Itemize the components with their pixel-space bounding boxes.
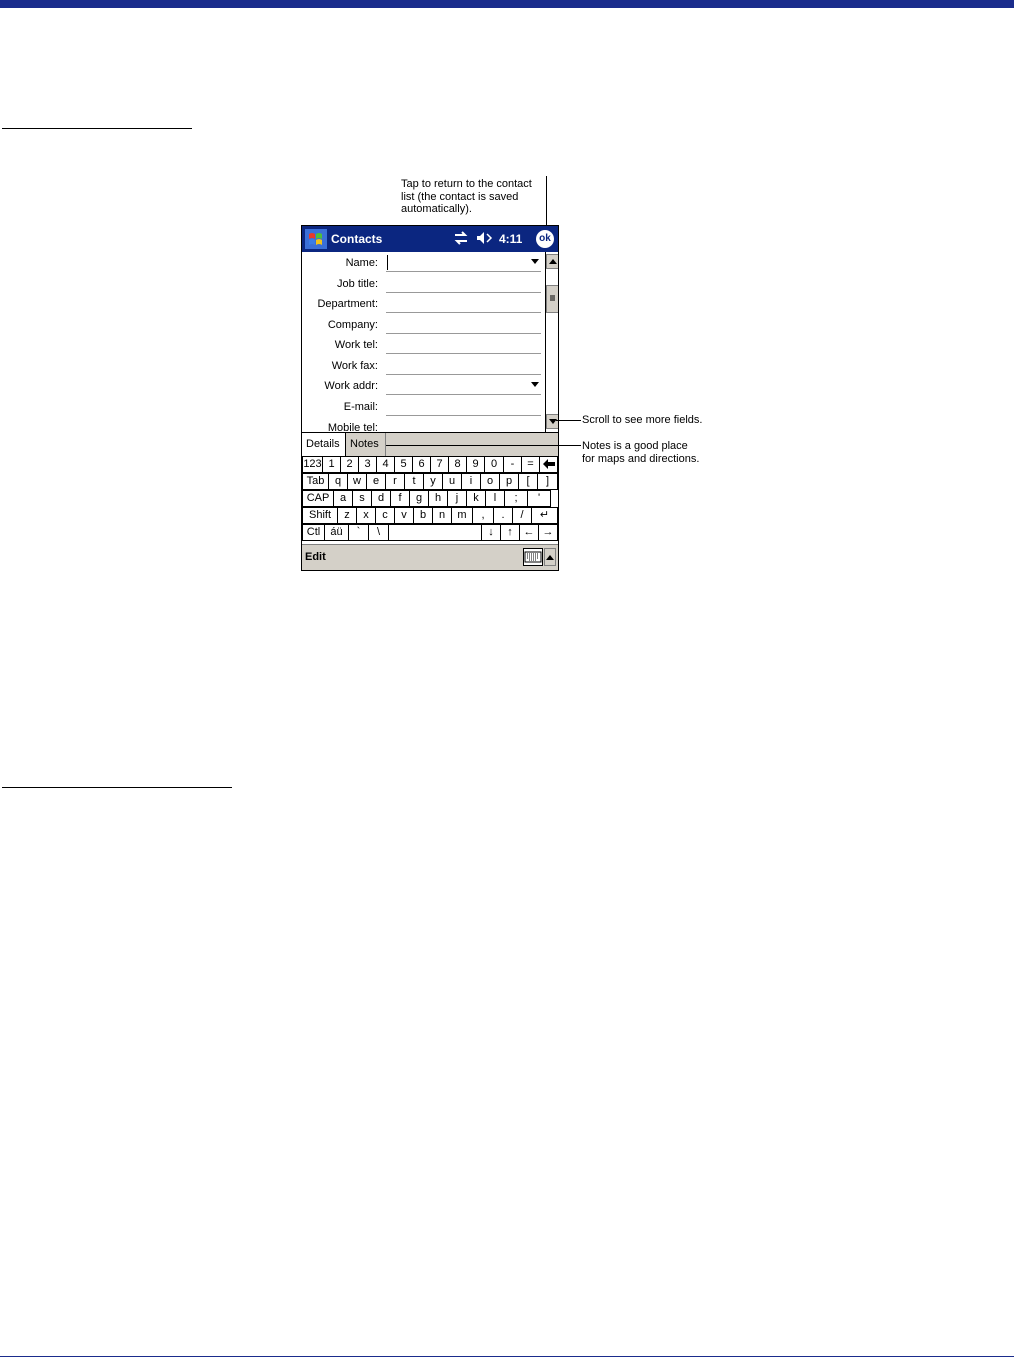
scroll-callout-text: Scroll to see more fields. <box>582 414 703 426</box>
key-c[interactable]: c <box>375 507 395 524</box>
app-title: Contacts <box>331 232 383 246</box>
key-backtick[interactable]: ` <box>348 524 369 541</box>
field-label: Name: <box>345 257 378 269</box>
grip-icon <box>547 286 558 312</box>
key-equals[interactable]: = <box>521 456 540 473</box>
key-backslash[interactable]: \ <box>368 524 389 541</box>
tab-notes[interactable]: Notes <box>346 433 386 456</box>
key-arrow-down[interactable]: ↓ <box>481 524 501 541</box>
key-3[interactable]: 3 <box>358 456 377 473</box>
key-z[interactable]: z <box>337 507 357 524</box>
job-title-input[interactable] <box>386 275 541 293</box>
field-label: Work tel: <box>334 339 378 351</box>
scroll-up-button[interactable] <box>546 254 559 269</box>
notes-callout-line <box>386 445 581 446</box>
key-5[interactable]: 5 <box>394 456 413 473</box>
field-work-tel <box>302 336 545 356</box>
key-s[interactable]: s <box>352 490 372 507</box>
key-arrow-up[interactable]: ↑ <box>500 524 520 541</box>
key-2[interactable]: 2 <box>340 456 359 473</box>
work-addr-input[interactable] <box>386 377 541 395</box>
field-company <box>302 316 545 336</box>
scroll-thumb[interactable] <box>546 285 559 313</box>
header-band <box>0 0 1014 8</box>
ok-button[interactable]: ok <box>536 230 554 248</box>
department-input[interactable] <box>386 295 541 313</box>
key-k[interactable]: k <box>466 490 486 507</box>
ok-callout-line <box>546 176 547 228</box>
key-accents[interactable]: áü <box>324 524 349 541</box>
key-0[interactable]: 0 <box>484 456 504 473</box>
navigation-bar <box>302 226 558 252</box>
key-t[interactable]: t <box>404 473 424 490</box>
keyboard-row-zxcv <box>302 507 558 524</box>
work-tel-input[interactable] <box>386 336 541 354</box>
key-v[interactable]: v <box>394 507 414 524</box>
key-backspace[interactable] <box>539 456 558 473</box>
field-work-addr <box>302 377 545 397</box>
scroll-down-button[interactable] <box>546 414 559 429</box>
key-tab[interactable]: Tab <box>302 473 329 490</box>
key-ctl[interactable]: Ctl <box>302 524 325 541</box>
keyboard-row-bottom <box>302 524 558 541</box>
name-input[interactable] <box>386 254 541 272</box>
key-quote[interactable]: ' <box>527 490 551 507</box>
mobile-tel-input[interactable] <box>386 419 541 432</box>
connectivity-icon[interactable] <box>452 231 470 245</box>
key-p[interactable]: p <box>499 473 519 490</box>
field-label: Mobile tel: <box>327 422 378 432</box>
chevron-down-icon[interactable] <box>531 259 539 264</box>
key-minus[interactable]: - <box>503 456 522 473</box>
key-slash[interactable]: / <box>512 507 532 524</box>
key-w[interactable]: w <box>347 473 367 490</box>
pocketpc-screen <box>301 225 559 571</box>
field-name <box>302 254 545 274</box>
key-bracket-left[interactable]: [ <box>518 473 538 490</box>
key-arrow-left[interactable]: ← <box>519 524 539 541</box>
keyboard-icon <box>524 549 542 565</box>
field-work-fax <box>302 357 545 377</box>
section-rule-top <box>2 128 192 129</box>
key-period[interactable]: . <box>493 507 513 524</box>
key-7[interactable]: 7 <box>430 456 449 473</box>
key-b[interactable]: b <box>413 507 433 524</box>
key-enter[interactable]: ↵ <box>531 507 558 524</box>
key-bracket-right[interactable]: ] <box>537 473 558 490</box>
key-9[interactable]: 9 <box>466 456 485 473</box>
footer-rule <box>0 1356 1014 1357</box>
company-input[interactable] <box>386 316 541 334</box>
key-f[interactable]: f <box>390 490 410 507</box>
key-l[interactable]: l <box>485 490 505 507</box>
input-panel-button[interactable] <box>523 548 543 566</box>
start-flag-icon[interactable] <box>305 229 327 249</box>
arrow-up-icon <box>546 555 554 560</box>
key-g[interactable]: g <box>409 490 429 507</box>
menu-bar <box>302 544 558 570</box>
key-m[interactable]: m <box>451 507 473 524</box>
key-4[interactable]: 4 <box>376 456 395 473</box>
key-8[interactable]: 8 <box>448 456 467 473</box>
key-caps[interactable]: CAP <box>302 490 334 507</box>
key-6[interactable]: 6 <box>412 456 431 473</box>
field-label: Work addr: <box>324 380 378 392</box>
key-q[interactable]: q <box>328 473 348 490</box>
input-method-selector[interactable] <box>544 548 556 566</box>
field-label: E-mail: <box>343 401 378 413</box>
contact-form <box>302 252 545 432</box>
field-email <box>302 398 545 418</box>
speaker-icon[interactable] <box>476 231 494 245</box>
key-o[interactable]: o <box>480 473 500 490</box>
chevron-down-icon[interactable] <box>531 382 539 387</box>
key-i[interactable]: i <box>461 473 481 490</box>
tab-details[interactable]: Details <box>302 433 346 456</box>
keyboard-row-asdf <box>302 490 558 507</box>
key-j[interactable]: j <box>447 490 467 507</box>
key-r[interactable]: r <box>385 473 405 490</box>
key-1[interactable]: 1 <box>322 456 341 473</box>
key-semicolon[interactable]: ; <box>504 490 528 507</box>
backspace-icon <box>543 459 555 469</box>
text-cursor <box>387 255 388 270</box>
key-x[interactable]: x <box>356 507 376 524</box>
field-label: Work fax: <box>331 360 378 372</box>
keyboard-row-numbers <box>302 456 558 473</box>
work-fax-input[interactable] <box>386 357 541 375</box>
email-input[interactable] <box>386 398 541 416</box>
edit-menu[interactable]: Edit <box>305 551 326 563</box>
field-label: Job title: <box>337 278 378 290</box>
vertical-scrollbar[interactable] <box>545 252 559 432</box>
field-label: Company: <box>327 319 378 331</box>
soft-keyboard <box>302 456 558 544</box>
notes-callout-text: Notes is a good place for maps and directions. <box>582 440 700 465</box>
key-u[interactable]: u <box>442 473 462 490</box>
key-space[interactable] <box>388 524 482 541</box>
key-e[interactable]: e <box>366 473 386 490</box>
field-department <box>302 295 545 315</box>
key-a[interactable]: a <box>333 490 353 507</box>
scroll-callout-line <box>556 420 581 421</box>
section-rule-bottom <box>2 787 232 788</box>
key-comma[interactable]: , <box>472 507 494 524</box>
field-label: Department: <box>317 298 378 310</box>
key-arrow-right[interactable]: → <box>538 524 558 541</box>
key-n[interactable]: n <box>432 507 452 524</box>
tab-strip <box>302 432 558 456</box>
keyboard-row-qwerty <box>302 473 558 490</box>
arrow-up-icon <box>549 259 557 264</box>
field-job-title <box>302 275 545 295</box>
field-mobile-tel <box>302 419 545 432</box>
ok-callout-text: Tap to return to the contact list (the contact is saved automatically). <box>401 178 532 215</box>
clock[interactable]: 4:11 <box>499 232 523 246</box>
key-y[interactable]: y <box>423 473 443 490</box>
key-h[interactable]: h <box>428 490 448 507</box>
key-shift[interactable]: Shift <box>302 507 338 524</box>
key-d[interactable]: d <box>371 490 391 507</box>
key-123[interactable]: 123 <box>302 456 323 473</box>
